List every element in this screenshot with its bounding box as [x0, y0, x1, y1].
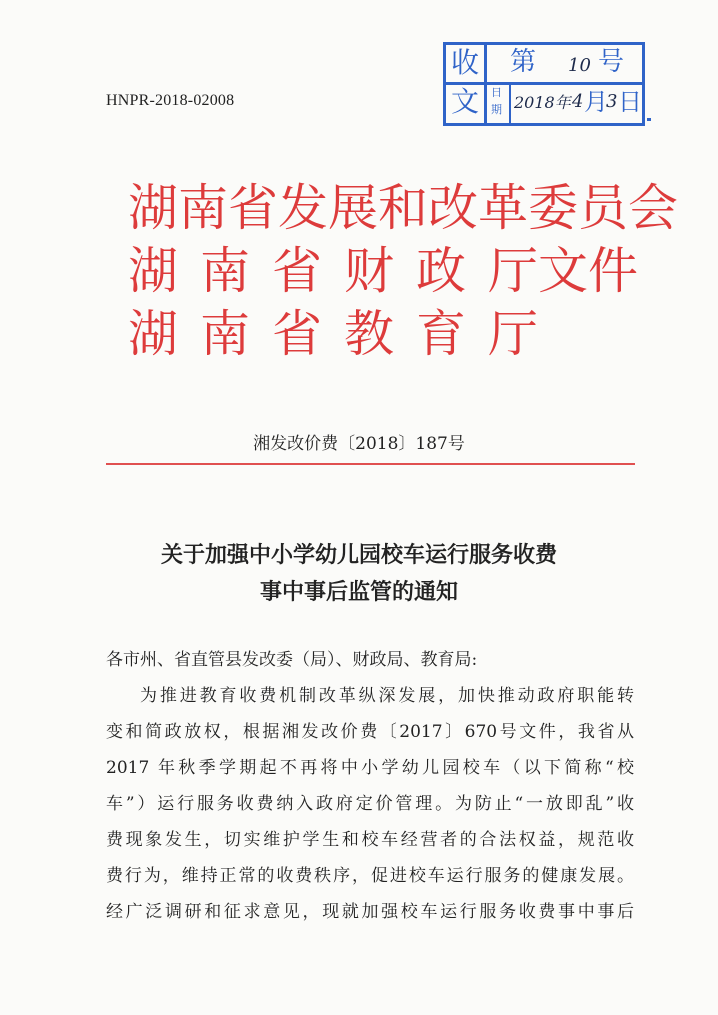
- body-line: 变和简政放权，根据湘发改价费〔2017〕670号文件，我省从: [106, 722, 634, 742]
- issuer-char: 财: [344, 242, 394, 300]
- stamp-date-month-unit: 月: [584, 88, 608, 116]
- issuer-char: 省: [272, 242, 322, 300]
- stamp-document-char: 文: [451, 85, 480, 118]
- stamp-receive-char: 收: [451, 46, 480, 79]
- stamp-date-year: 2018年: [514, 93, 571, 112]
- issuer-char: 南: [200, 305, 250, 363]
- body-line: 车”）运行服务收费纳入政府定价管理。为防止“一放即乱”收: [106, 794, 634, 814]
- stamp-date-label-2: 期: [491, 103, 502, 116]
- issuer-line-1: 湖南省发展和改革委员会: [128, 179, 678, 237]
- document-number: 湘发改价费〔2018〕187号: [253, 434, 465, 454]
- issuer-char: 省: [272, 305, 322, 363]
- issuer-char: 教: [344, 305, 394, 363]
- issuer-line-3: [128, 304, 538, 364]
- body-line: 2017 年秋季学期起不再将中小学幼儿园校车（以下简称“校: [106, 758, 634, 778]
- body-line: 费现象发生，切实维护学生和校车经营者的合法权益，规范收: [106, 830, 634, 850]
- stamp-date-day: 3: [606, 91, 618, 112]
- addressee: 各市州、省直管县发改委（局）、财政局、教育局:: [106, 650, 478, 670]
- body-line: 为推进教育收费机制改革纵深发展，加快推动政府职能转: [140, 686, 634, 706]
- body-line: 经广泛调研和征求意见，现就加强校车运行服务收费事中事后: [106, 902, 634, 922]
- issuer-line-2: [128, 241, 638, 301]
- issuer-char: 湖: [128, 242, 178, 300]
- issuer-char: 厅: [488, 305, 538, 363]
- stamp-date-day-unit: 日: [618, 88, 642, 116]
- issuer-char: 南: [200, 242, 250, 300]
- stamp-date-month: 4: [572, 91, 584, 112]
- body-line: 费行为，维持正常的收费秩序，促进校车运行服务的健康发展。: [106, 866, 634, 886]
- document-title-line-1: 关于加强中小学幼儿园校车运行服务收费: [160, 542, 557, 568]
- stamp-number-suffix: 号: [598, 47, 625, 77]
- issuer-char: 政: [416, 242, 466, 300]
- stamp-mark: [647, 118, 651, 121]
- document-id: HNPR-2018-02008: [106, 92, 235, 109]
- issuer-char: 湖: [128, 305, 178, 363]
- document-title-line-2: 事中事后监管的通知: [259, 579, 458, 605]
- issuer-char: 育: [416, 305, 466, 363]
- stamp-number-prefix: 第: [510, 47, 537, 77]
- stamp-number-value: 10: [568, 55, 591, 76]
- red-separator-line: [106, 463, 635, 465]
- stamp-date-label-1: 日: [491, 86, 502, 99]
- receipt-stamp: [443, 42, 645, 126]
- issuer-char: 厅文件: [488, 242, 638, 300]
